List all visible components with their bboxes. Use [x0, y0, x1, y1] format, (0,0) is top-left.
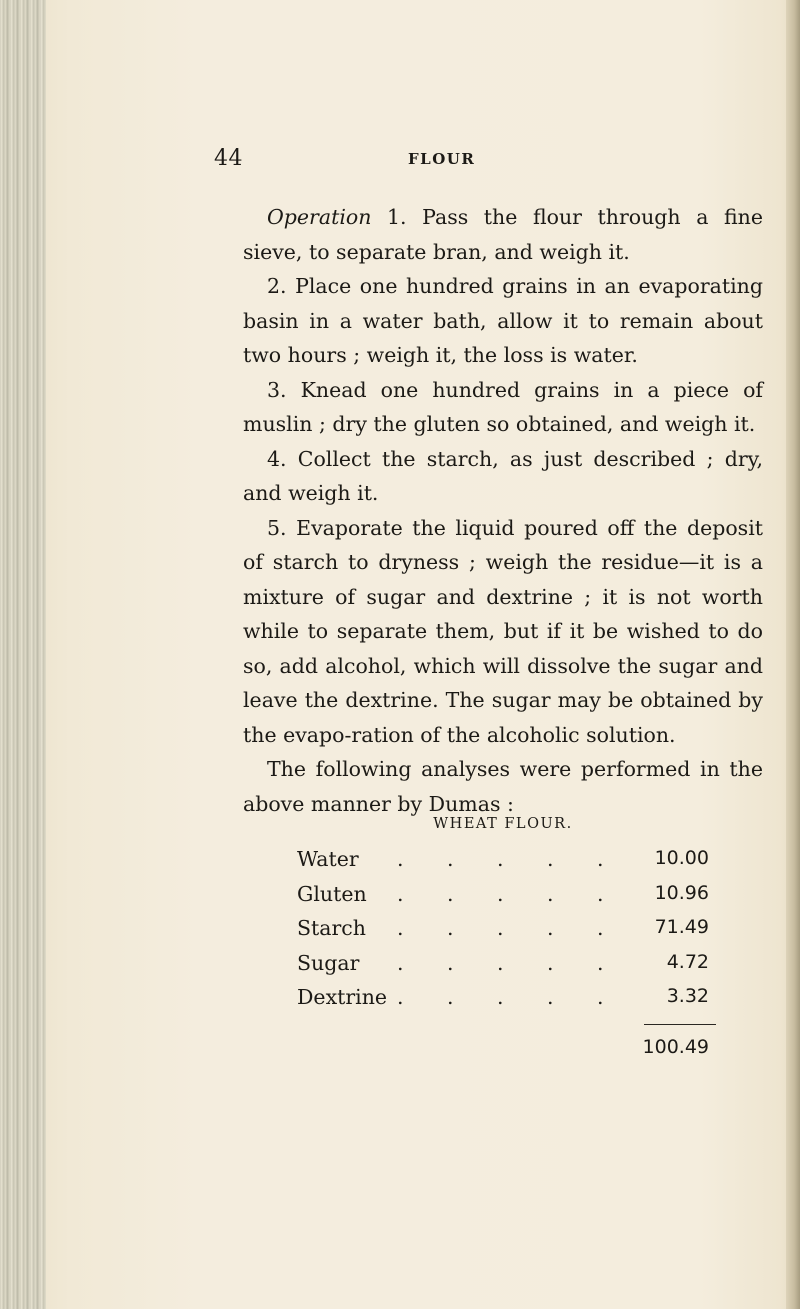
table-row: Dextrine . . . . . 3.32: [297, 985, 709, 1009]
running-head: FLOUR: [408, 150, 476, 168]
table-row: Water . . . . . 10.00: [297, 847, 709, 871]
operation-2-paragraph: 2. Place one hundred grains in an evaporating basin in a water bath, allow it to remain about two hours ; weigh it, the loss is water.: [243, 274, 763, 367]
table-total: 100.49: [642, 1036, 709, 1058]
page-number: 44: [214, 146, 243, 171]
table-row: Starch . . . . . 71.49: [297, 916, 709, 940]
table-caption: WHEAT FLOUR.: [433, 816, 573, 832]
row-value: 3.32: [666, 985, 709, 1007]
analysis-table: [297, 847, 723, 1020]
operation-1-text: 1. Pass the flour through a fine sieve, to separate bran, and weigh it.: [243, 205, 763, 264]
row-name: Water: [297, 847, 359, 871]
analyses-intro-paragraph: The following analyses were performed in the above manner by Dumas :: [243, 757, 763, 816]
page-binding-edge: [0, 0, 46, 1309]
page-right-edge: [786, 0, 800, 1309]
operation-5-paragraph: 5. Evaporate the liquid poured off the deposit of starch to dryness ; weigh the residue—it is a mixture of sugar and dextrine ; it is not worth while to separate them, but if it be wished to do so, add alcohol, which will dissolve the sugar and leave the dextrine. The sugar may be obtained by the evapo-ration of the alcoholic solution.: [243, 515, 763, 747]
row-name: Dextrine: [297, 985, 388, 1009]
table-row: Sugar . . . . . 4.72: [297, 950, 709, 975]
row-value: 10.96: [654, 881, 709, 904]
operation-4-paragraph: 4. Collect the starch, as just described ; dry, and weigh it.: [243, 446, 763, 505]
row-name: Sugar: [297, 950, 360, 975]
row-name: Gluten: [297, 881, 367, 906]
operation-3-paragraph: 3. Knead one hundred grains in a piece of muslin ; dry the gluten so obtained, and weigh it.: [243, 377, 763, 436]
row-value: 4.72: [666, 950, 709, 973]
row-value: 71.49: [654, 916, 709, 938]
row-value: 10.00: [654, 847, 709, 869]
row-name: Starch: [297, 916, 366, 940]
sum-rule: [644, 1024, 716, 1025]
operation-label: Operation: [267, 205, 372, 229]
table-row: Gluten . . . . . 10.96: [297, 881, 709, 906]
page-header: [0, 146, 800, 176]
body-text: [243, 200, 763, 821]
operation-1-paragraph: [243, 200, 763, 269]
